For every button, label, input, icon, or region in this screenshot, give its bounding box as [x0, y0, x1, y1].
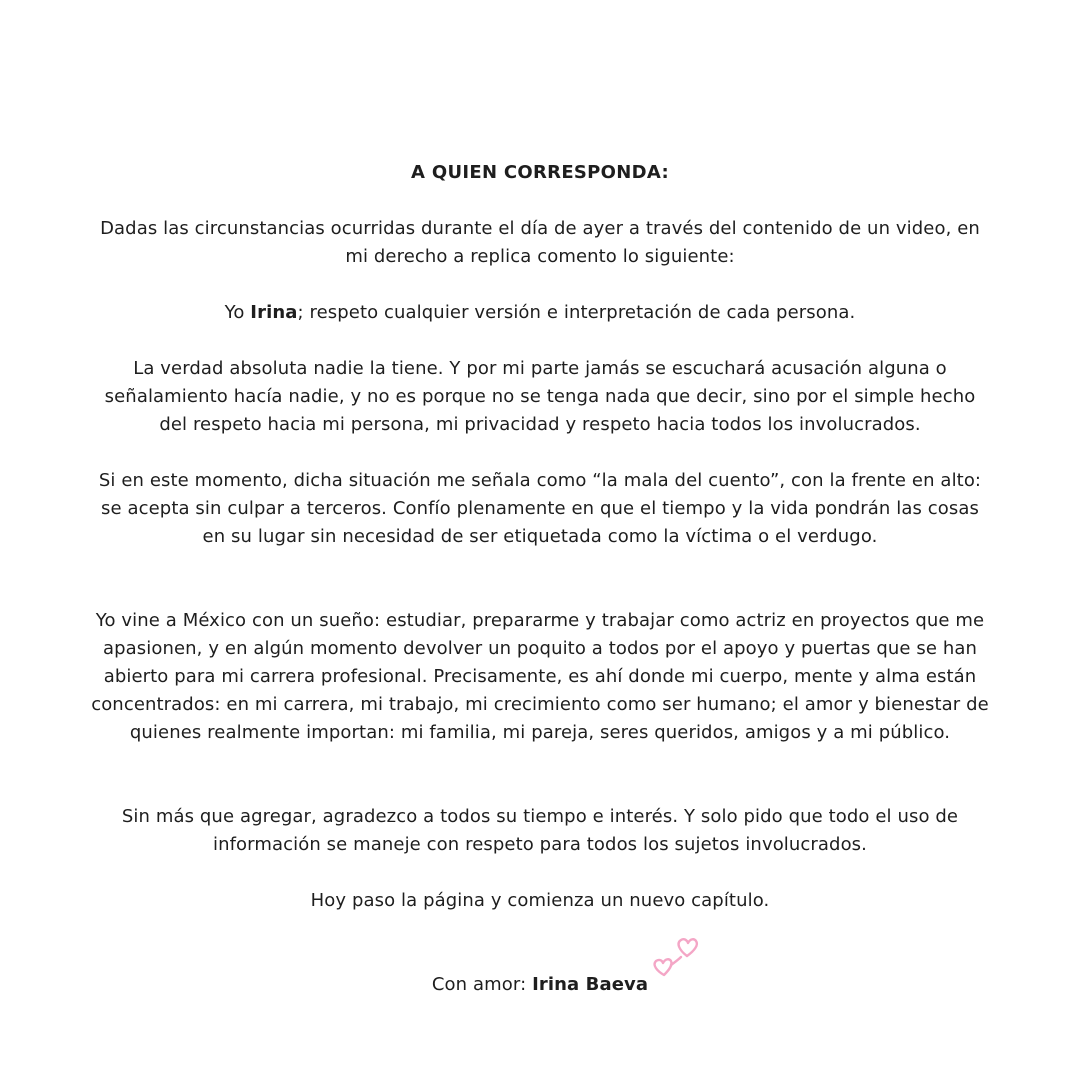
paragraph-truth: La verdad absoluta nadie la tiene. Y por mi parte jamás se escuchará acusación alguna o señalamiento hacía nadie, y no es porque no se tenga nada que decir, sino por el simple hecho del respeto hacia mi persona, mi privacidad y respeto hacia todos los involucrados.: [104, 358, 976, 435]
hearts-doodle-icon: [648, 934, 704, 982]
paragraph-context: Dadas las circunstancias ocurridas durante el día de ayer a través del contenido de un video, en mi derecho a replica comento lo siguiente:: [100, 218, 980, 267]
paragraph-respect-suffix: ; respeto cualquier versión e interpretación de cada persona.: [297, 302, 856, 323]
author-first-name: Irina: [250, 302, 298, 323]
paragraph-new-chapter: Hoy paso la página y comienza un nuevo capítulo.: [310, 890, 770, 911]
signature: [90, 971, 990, 999]
paragraph-thanks: Sin más que agregar, agradezco a todos su tiempo e interés. Y solo pido que todo el uso de información se maneje con respeto para todos los sujetos involucrados.: [121, 806, 959, 855]
paragraph-dream: Yo vine a México con un sueño: estudiar, prepararme y trabajar como actriz en proyectos que me apasionen, y en algún momento devolver un poquito a todos por el apoyo y puertas que se han abierto para mi carrera profesional. Precisamente, es ahí donde mi cuerpo, mente y alma están concentrados: en mi carrera, mi trabajo, mi crecimiento como ser humano; el amor y bienestar de quienes realmente importan: mi familia, mi pareja, seres queridos, amigos y a mi público.: [91, 610, 989, 743]
letter-heading: A QUIEN CORRESPONDA:: [411, 162, 669, 183]
signature-name: Irina Baeva: [532, 974, 649, 995]
paragraph-acceptance: Si en este momento, dicha situación me señala como “la mala del cuento”, con la frente en alto: se acepta sin culpar a terceros. Confío plenamente en que el tiempo y la vida pondrán las cosas en su lugar sin necesidad de ser etiquetada como la víctima o el verdugo.: [98, 470, 982, 547]
paragraph-respect-prefix: Yo: [224, 302, 251, 323]
paragraph-respect: [90, 299, 990, 327]
signature-prefix: Con amor:: [431, 974, 533, 995]
